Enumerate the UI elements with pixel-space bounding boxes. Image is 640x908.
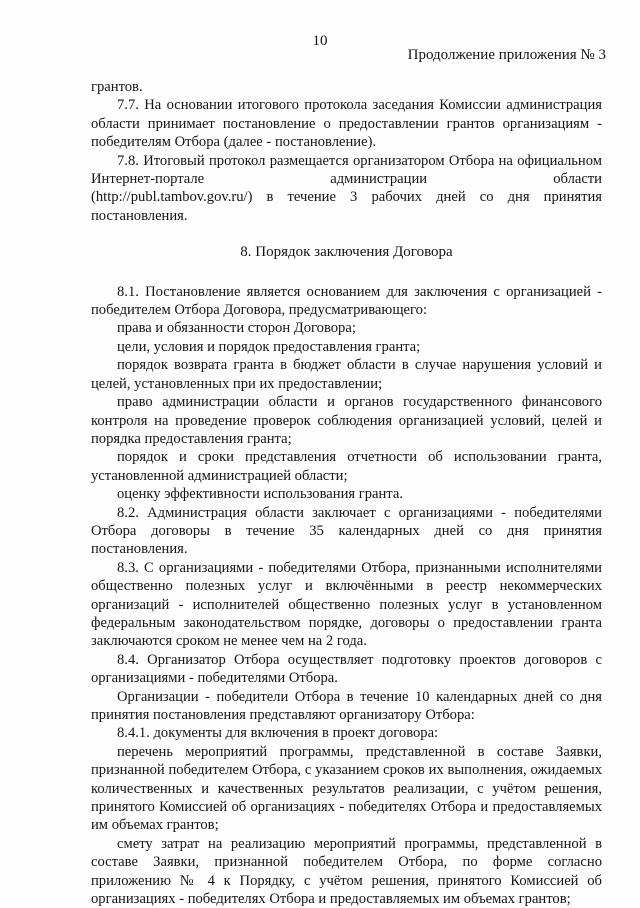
paragraph-8-1: 8.1. Постановление является основанием для заключения с организацией - победителем Отбора Договора, предусматривающего:: [91, 283, 602, 319]
paragraph-8-4-1: 8.4.1. документы для включения в проект договора:: [117, 725, 439, 742]
paragraph-7-7: 7.7. На основании итогового протокола заседания Комиссии администрация области принимает постановление о предоставлении грантов организациям - победителям Отбора (далее - постановление).: [91, 97, 602, 151]
list-item: порядок возврата гранта в бюджет области в случае нарушения условий и целей, установленных при их предоставлении;: [91, 357, 602, 392]
page-number: 10: [312, 33, 328, 49]
list-item: права и обязанности сторон Договора;: [117, 320, 356, 337]
document-body: [91, 78, 602, 908]
paragraph-8-4-orgs: Организации - победители Отбора в течение 10 календарных дней со дня принятия постановления представляют организатору Отбора:: [91, 688, 602, 723]
list-item: право администрации области и органов государственного финансового контроля на проведение проверок соблюдения организацией условий, целей и порядка предоставления гранта;: [91, 394, 602, 447]
appendix-header: Продолжение приложения № 3: [407, 47, 606, 63]
paragraph-8-3: 8.3. С организациями - победителями Отбора, признанными исполнителями общественно полезных услуг и включёнными в реестр некоммерческих организаций - исполнителей общественно полезных услуг в установленном федеральным законодательством порядке, договоры о предоставлении гранта заключаются сроком не менее чем на 2 года.: [91, 559, 602, 650]
list-item: смету затрат на реализацию мероприятий программы, представленной в составе Заявки, признанной победителем Отбора, по форме согласно приложению № 4 к Порядку, с учётом решения, принятого Комиссией об организациях - победителях Отбора и предоставляемых им объемах грантов;: [91, 835, 602, 908]
list-item: цели, условия и порядок предоставления гранта;: [117, 338, 421, 355]
paragraph-7-8-cont: (http://publ.tambov.gov.ru/) в течение 3 рабочих дней со дня принятия постановления.: [91, 189, 602, 224]
paragraph-8-2: 8.2. Администрация области заключает с организациями - победителями Отбора договоры в течение 35 календарных дней со дня принятия постановления.: [91, 504, 602, 558]
paragraph-8-4: 8.4. Организатор Отбора осуществляет подготовку проектов договоров с организациями - победителями Отбора.: [91, 651, 602, 687]
list-item: порядок и сроки представления отчетности об использовании гранта, установленной администрацией области;: [91, 449, 602, 484]
paragraph-7-8: 7.8. Итоговый протокол размещается организатором Отбора на официальном Интернет-портале администрации области: [91, 152, 602, 188]
list-item: перечень мероприятий программы, представленной в составе Заявки, признанной победителем Отбора, с указанием сроков их выполнения, ожидаемых количественных и качественных результатов реализации, с учётом решения, принятого Комиссией об организациях - победителях Отбора и предоставляемых им объемах грантов;: [91, 743, 602, 834]
list-item: оценку эффективности использования гранта.: [117, 486, 403, 503]
section-heading-8: 8. Порядок заключения Договора: [240, 244, 453, 261]
paragraph-grant-end: грантов.: [91, 79, 143, 95]
